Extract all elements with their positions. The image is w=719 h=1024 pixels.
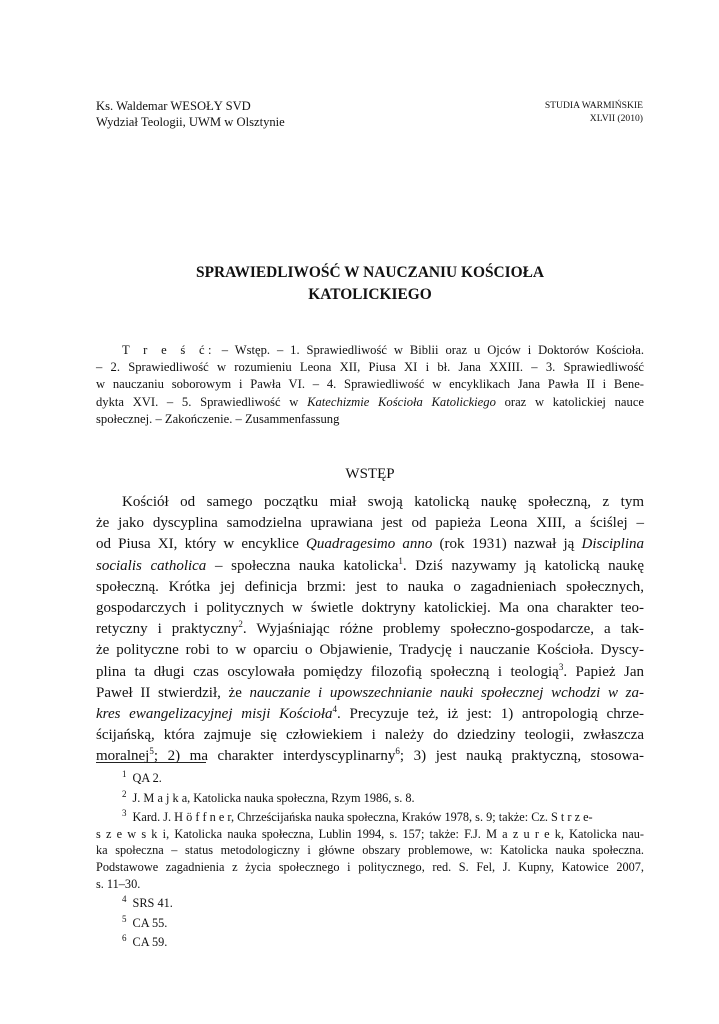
- article-title: [96, 262, 644, 306]
- body-line-10: Paweł II stwierdził, że nauczanie i upowszechnianie nauki społecznej wchodzi w za-: [96, 684, 644, 701]
- footnote-3-line-2: s z e w s k i, Katolicka nauka społeczna, Lublin 1994, s. 157; także: F.J. M a z u r e k, Katolicka nau-: [96, 826, 644, 841]
- title-line-2: KATOLICKIEGO: [308, 286, 432, 303]
- body-paragraph: [96, 492, 644, 768]
- footnote-1: $^1$ QA 2.: [122, 769, 162, 785]
- footnote-ref-2[interactable]: 2: [238, 619, 243, 630]
- toc-line-2: – 2. Sprawiedliwość w rozumieniu Leona XII, Piusa XI i bł. Jana XXIII. – 3. Sprawiedliwość: [96, 360, 644, 375]
- footnote-ref-5[interactable]: 5: [149, 746, 154, 757]
- body-line-4: socialis catholica – społeczna nauka katolicka$^1$. Dziś nazywamy ją katolicką naukę: [96, 555, 644, 574]
- body-line-1: Kościół od samego początku miał swoją katolicką naukę społeczną, z tym: [122, 494, 644, 510]
- toc-line-1: T r e ś ć: – Wstęp. – 1. Sprawiedliwość w Biblii oraz u Ojców i Doktorów Kościoła.: [122, 343, 644, 357]
- body-line-11: kres ewangelizacyjnej misji Kościoła$^4$. Precyzuje też, iż jest: 1) antropologią chrze-: [96, 704, 645, 723]
- toc-label: T r e ś ć:: [122, 343, 215, 357]
- journal-block: [545, 100, 643, 125]
- table-of-contents: [96, 342, 644, 428]
- author-block: [96, 98, 285, 130]
- toc-line-4: dykta XVI. – 5. Sprawiedliwość w Katechizmie Kościoła Katolickiego oraz w katolickiej nauce: [96, 394, 644, 409]
- footnote-ref-4[interactable]: 4: [332, 704, 338, 715]
- body-line-12: ścijańską, która zajmuje się człowiekiem i należy do dziedziny teologii, zwłaszcza: [96, 727, 644, 744]
- footnote-6: $^6$ CA 59.: [122, 933, 168, 950]
- section-heading: WSTĘP: [345, 466, 395, 482]
- title-line-1: SPRAWIEDLIWOŚĆ W NAUCZANIU KOŚCIOŁA: [196, 264, 544, 281]
- footnote-ref-6[interactable]: 6: [395, 746, 400, 757]
- footnote-ref-3[interactable]: 3: [558, 661, 564, 672]
- footnote-3-line-4: Podstawowe zagadnienia z życia społecznego i politycznego, red. S. Fel, J. Kupny, Katowice 2007,: [96, 859, 644, 874]
- body-line-13: moralnej$^5$; 2) ma charakter interdyscyplinarny$^6$; 3) jest nauką praktyczną, stosowa-: [96, 746, 644, 765]
- footnote-4: $^4$ SRS 41.: [122, 894, 173, 911]
- body-line-3: od Piusa XI, który w encyklice Quadragesimo anno (rok 1931) nazwał ją Disciplina: [96, 536, 645, 553]
- footnote-3-line-3: ka społeczna – status metodologiczny i główne obszary problemowe, w: Katolicka nauka społeczna.: [96, 843, 644, 858]
- author-affiliation: Wydział Teologii, UWM w Olsztynie: [96, 115, 285, 129]
- body-line-9: plina ta długi czas oscylowała pomiędzy filozofią społeczną i teologią$^3$. Papież Jan: [96, 661, 644, 680]
- author-name: Ks. Waldemar WESOŁY SVD: [96, 99, 251, 113]
- footnote-2: $^2$ J. M a j k a, Katolicka nauka społeczna, Rzym 1986, s. 8.: [122, 788, 415, 805]
- body-line-5: społeczną. Krótka jej definicja brzmi: jest to nauka o zagadnieniach społecznych,: [96, 578, 644, 595]
- body-line-7: retyczny i praktyczny$^2$. Wyjaśniając różne problemy społeczno-gospodarcze, a tak-: [96, 619, 644, 638]
- toc-line-3: w nauczaniu soborowym i Pawła VI. – 4. Sprawiedliwość w encyklikach Jana Pawła II i Bene-: [96, 377, 644, 392]
- footnote-divider: [96, 762, 206, 763]
- journal-name: STUDIA WARMIŃSKIE: [544, 100, 643, 111]
- footnote-5: $^5$ CA 55.: [122, 913, 168, 930]
- footnotes: [96, 770, 644, 951]
- journal-volume: XLVII (2010): [589, 112, 643, 124]
- body-line-2: że jako dyscyplina samodzielna uprawiana jest od papieża Leona XIII, a ściślej –: [96, 515, 644, 532]
- body-line-6: gospodarczych i politycznych w świetle doktryny katolickiej. Ma ona charakter teo-: [96, 600, 644, 617]
- toc-line-5: społecznej. – Zakończenie. – Zusammenfassung: [96, 411, 340, 426]
- footnote-3-line-5: s. 11–30.: [96, 876, 141, 891]
- body-line-8: że polityczne robi to w oparciu o Objawienie, Tradycję i nauczanie Kościoła. Dyscy-: [96, 642, 644, 659]
- footnote-ref-1[interactable]: 1: [398, 555, 403, 566]
- footnote-3: $^3$ Kard. J. H ö f f n e r, Chrześcijańska nauka społeczna, Kraków 1978, s. 9; także: Cz. S t r z e-: [122, 808, 593, 825]
